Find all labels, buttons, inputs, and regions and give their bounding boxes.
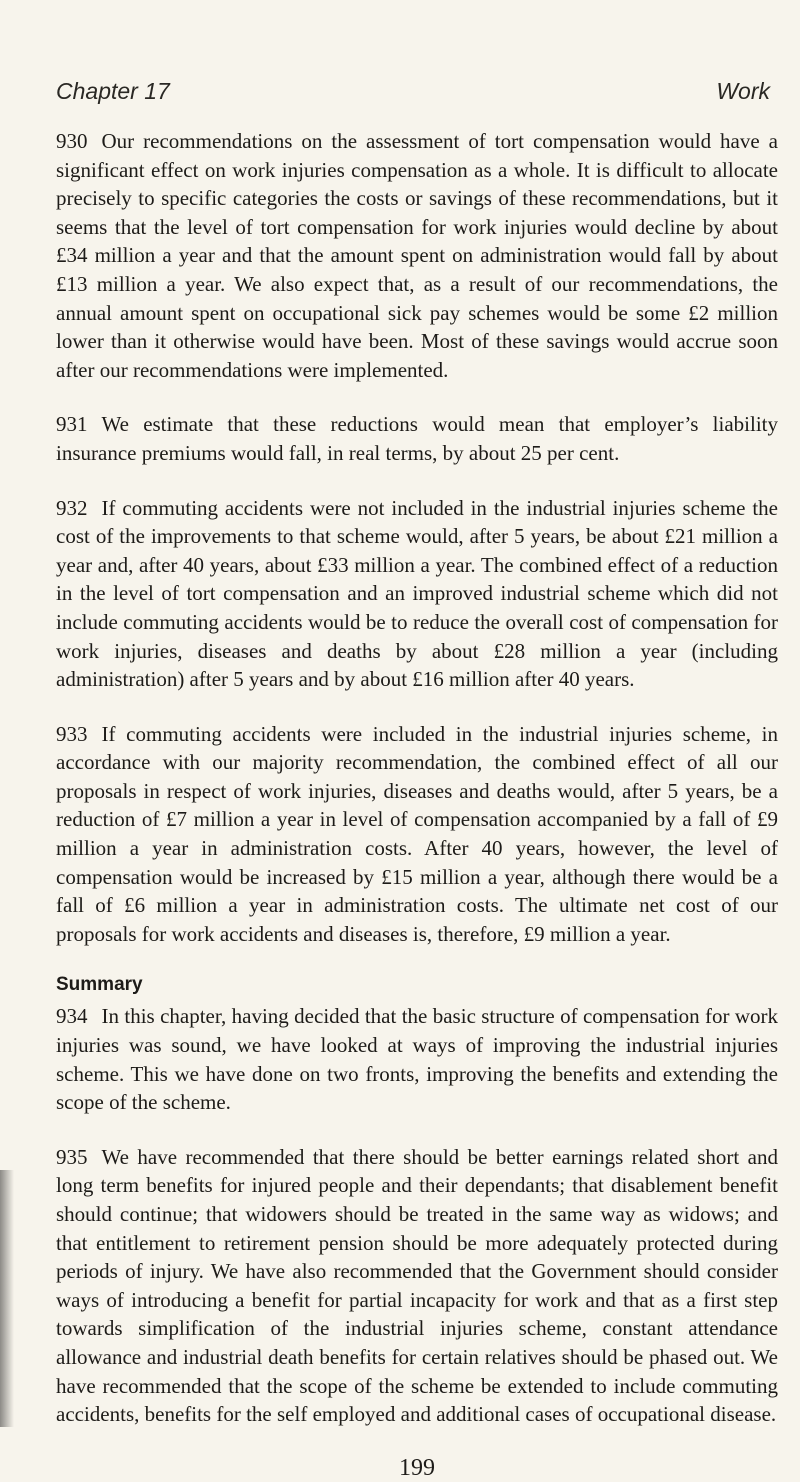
- section-heading-summary: Summary: [56, 974, 143, 996]
- paragraph-text: We have recommended that there should be better earnings related short and long term benefits for injured people and their dependants; that disablement benefit should continue; that widowers should be treated in the same way as widows; and that entitlement to retirement pension should be more adequately protected during periods of injury. We have also recommended that the Government should consider ways of introducing a benefit for partial incapacity for work and that as a first step towards simplification of the industrial injuries scheme, constant attendance allowance and industrial death benefits for certain relatives should be phased out. We have recommended that the scope of the scheme be extended to include commuting accidents, benefits for the self employed and additional cases of occupational disease.: [56, 1144, 778, 1427]
- paragraph-932: [56, 494, 778, 694]
- paragraph-text: If commuting accidents were not included in the industrial injuries scheme the cost of the improvements to that scheme would, after 5 years, be about £21 million a year and, after 40 years, about £33 million a year. The combined effect of a reduction in the level of tort compensation and an improved industrial scheme which did not include commuting accidents would be to reduce the overall cost of compensation for work injuries, diseases and deaths by about £28 million a year (including administration) after 5 years and by about £16 million after 40 years.: [56, 495, 778, 692]
- paragraph-number: 933: [56, 721, 88, 746]
- paragraph-934: [56, 1002, 778, 1116]
- section-label: Work: [716, 78, 770, 104]
- paragraph-text: Our recommendations on the assessment of tort compensation would have a significant effect on work injuries compensation as a whole. It is difficult to allocate precisely to specific categories the costs or savings of these recommendations, but it seems that the level of tort compensation for work injuries would decline by about £34 million a year and that the amount spent on administration would fall by about £13 million a year. We also expect that, as a result of our recommendations, the annual amount spent on occupational sick pay schemes would be some £2 million lower than it otherwise would have been. Most of these savings would accrue soon after our recommendations were implemented.: [56, 129, 778, 382]
- paragraph-number: 930: [56, 129, 88, 153]
- paragraph-text: If commuting accidents were included in the industrial injuries scheme, in accordance with our majority recommendation, the combined effect of all our proposals in respect of work injuries, diseases and deaths would, after 5 years, be a reduction of £7 million a year in level of compensation accompanied by a fall of £9 million a year in administration costs. After 40 years, however, the level of compensation would be increased by £15 million a year, although there would be a fall of £6 million a year in administration costs. The ultimate net cost of our proposals for work accidents and diseases is, therefore, £9 million a year.: [56, 721, 778, 946]
- page-number: 199: [399, 1454, 435, 1481]
- paragraph-text: In this chapter, having decided that the basic structure of compensation for work injuries was sound, we have looked at ways of improving the industrial injuries scheme. This we have done on two fronts, improving the benefits and extending the scope of the scheme.: [56, 1004, 778, 1115]
- paragraph-number: 935: [56, 1144, 88, 1169]
- paragraph-number: 932: [56, 495, 88, 520]
- running-head: [56, 78, 770, 105]
- scan-edge-shadow: [0, 1170, 14, 1427]
- paragraph-931: [56, 410, 778, 467]
- chapter-label: Chapter 17: [56, 78, 170, 104]
- paragraph-number: 931: [56, 412, 88, 437]
- paragraph-number: 934: [56, 1004, 88, 1029]
- paragraph-935: [56, 1143, 778, 1429]
- paragraph-933: [56, 720, 778, 949]
- paragraph-930: [56, 127, 778, 384]
- paragraph-text: We estimate that these reductions would mean that employer’s liability insurance premiums would fall, in real terms, by about 25 per cent.: [56, 412, 778, 465]
